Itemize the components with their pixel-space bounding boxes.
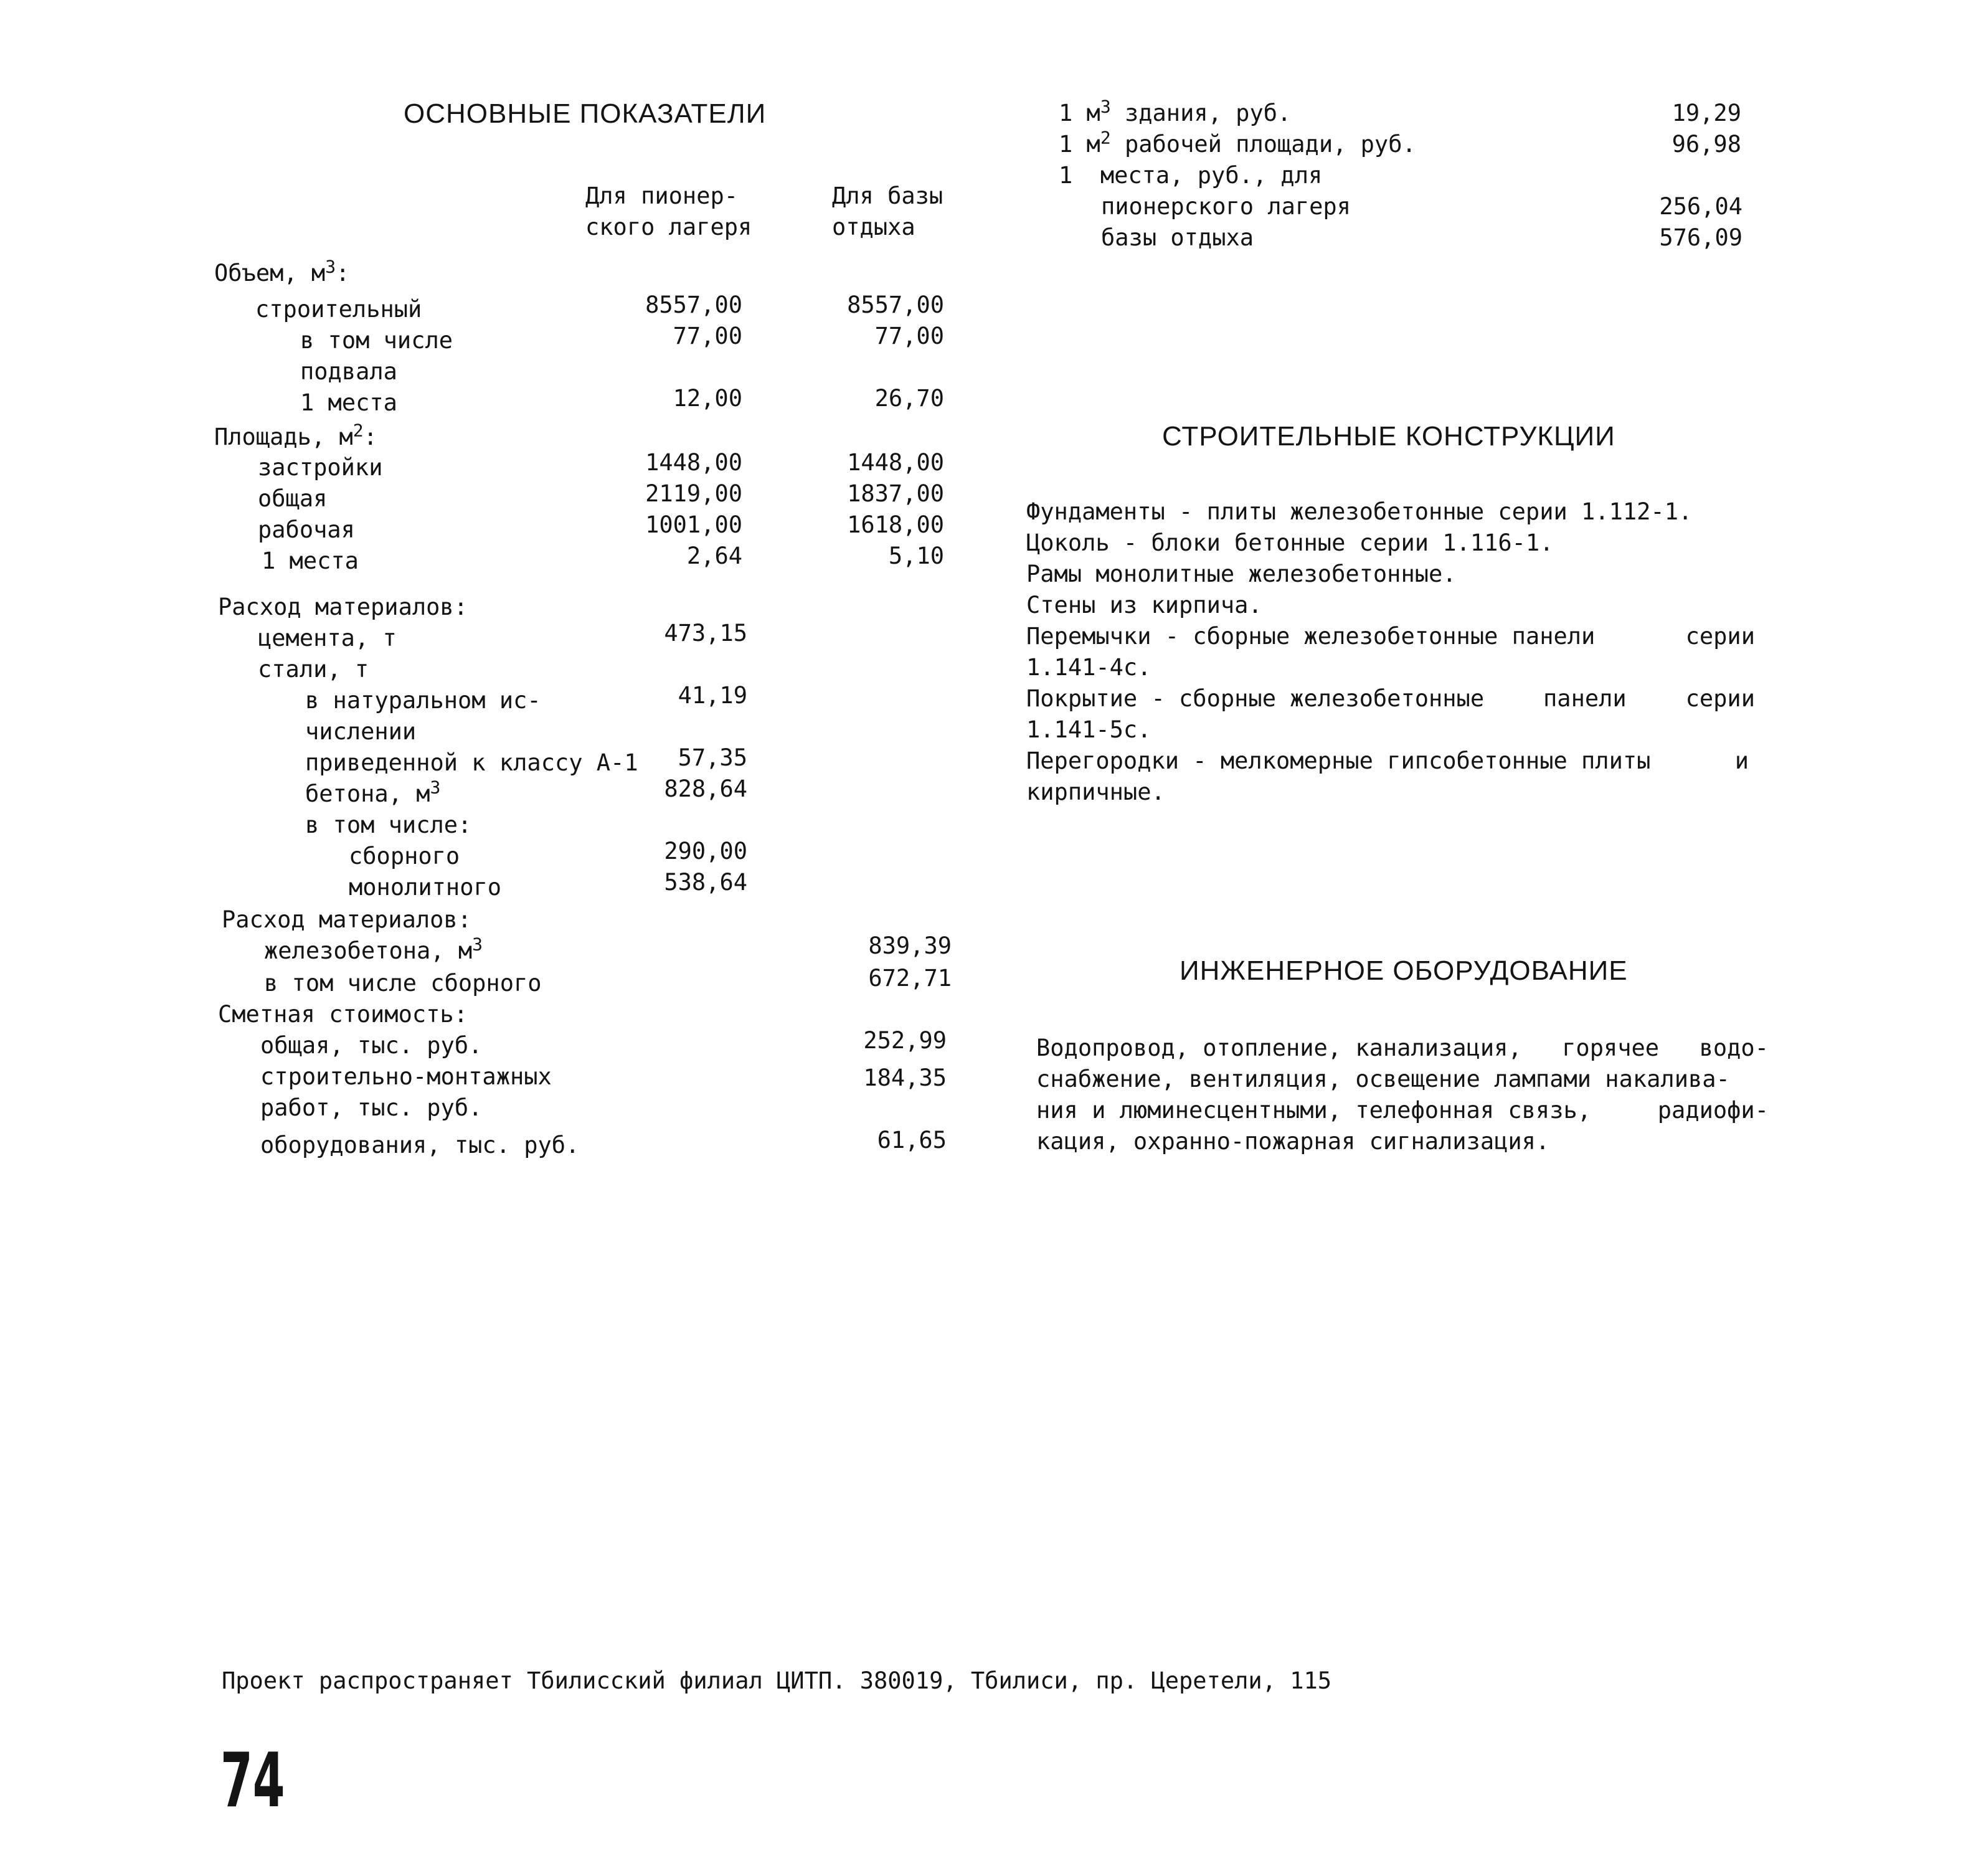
volume-basement-label: подвала [300,358,397,385]
steel-reduced-label: приведенной к классу А-1 [305,749,638,776]
volume-construction-v2: 8557,00 [847,291,944,318]
area-built-v2: 1448,00 [847,449,944,476]
area-working-v1: 1001,00 [645,511,742,538]
volume-incl-label: в том числе [300,327,453,354]
unit-cost-volume-value: 19,29 [1672,100,1741,126]
structures-partitions-cont: кирпичные. [1026,779,1165,805]
unit-cost-pioneer-label: пионерского лагеря [1101,193,1351,220]
structures-lintels-series: 1.141-4с. [1026,654,1151,681]
engineering-line1: Водопровод, отопление, канализация, горячее водо- [1036,1035,1769,1061]
col1-header-line1: Для пионер- [585,182,739,209]
area-per-place-label: 1 места [262,547,359,574]
cost-heading: Сметная стоимость: [218,1001,468,1028]
unit-cost-area-value: 96,98 [1672,131,1741,158]
volume-construction-label: строительный [255,296,422,323]
cost-construction-label: строительно-монтажных [260,1063,552,1090]
unit-cost-rest-value: 576,09 [1659,224,1742,251]
volume-construction-v1: 8557,00 [645,291,742,318]
structures-foundations: Фундаменты - плиты железобетонные серии 1.112-1. [1026,498,1693,525]
concrete-v1: 828,64 [664,775,747,802]
structures-frames: Рамы монолитные железобетонные. [1026,561,1457,587]
concrete-prefab-label: сборного [349,843,460,869]
structures-plinth: Цоколь - блоки бетонные серии 1.116-1. [1026,529,1554,556]
concrete-label: бетона, $м^3$ [305,777,441,807]
rc-prefab-label: в том числе сборного [264,970,542,997]
cost-total-v2: 252,99 [863,1027,947,1054]
rc-label: железобетона, $м^3$ [264,934,483,964]
materials1-heading: Расход материалов: [218,594,468,620]
area-per-place-v2: 5,10 [888,542,944,569]
area-total-v2: 1837,00 [847,480,944,507]
unit-cost-volume-label: 1 $м^3$ здания, руб. [1059,96,1292,126]
steel-reduced-v1: 57,35 [678,744,747,771]
cost-total-label: общая, тыс. руб. [260,1032,483,1059]
main-indicators-title: ОСНОВНЫЕ ПОКАЗАТЕЛИ [404,98,767,129]
structures-lintels: Перемычки - сборные железобетонные панели серии [1026,623,1755,650]
volume-per-place-v1: 12,00 [673,385,742,412]
area-total-label: общая [258,485,328,512]
structures-partitions: Перегородки - мелкомерные гипсобетонные плиты и [1026,747,1749,774]
area-heading: Площадь, $м^2$: [214,420,377,450]
steel-natural-v1: 41,19 [678,682,747,709]
volume-per-place-v2: 26,70 [874,385,944,412]
cost-equipment-v2: 61,65 [877,1127,947,1154]
structures-roof: Покрытие - сборные железобетонные панели серии [1026,685,1755,712]
structures-title: СТРОИТЕЛЬНЫЕ КОНСТРУКЦИИ [1162,421,1615,452]
cement-label: цемента, т [258,625,397,651]
concrete-monolithic-label: монолитного [349,874,502,901]
engineering-line2: снабжение, вентиляция, освещение лампами накалива- [1036,1066,1730,1092]
volume-per-place-label: 1 места [300,389,397,416]
area-built-v1: 1448,00 [645,449,742,476]
structures-walls: Стены из кирпича. [1026,592,1262,618]
area-working-v2: 1618,00 [847,511,944,538]
volume-incl-v1: 77,00 [673,323,742,349]
cement-v1: 473,15 [664,620,747,647]
rc-v2: 839,39 [868,932,952,959]
area-total-v1: 2119,00 [645,480,742,507]
structures-roof-series: 1.141-5с. [1026,716,1151,743]
concrete-prefab-v1: 290,00 [664,838,747,865]
rc-prefab-v2: 672,71 [868,965,952,992]
unit-cost-place-label: 1 места, руб., для [1059,162,1323,189]
unit-cost-rest-label: базы отдыха [1101,224,1254,251]
concrete-monolithic-v1: 538,64 [664,869,747,896]
concrete-incl-label: в том числе: [305,812,472,838]
page-number: 74 [220,1738,285,1824]
cost-equipment-label: оборудования, тыс. руб. [260,1132,580,1158]
steel-natural-label: в натуральном ис- [305,687,541,714]
unit-cost-area-label: 1 $м^2$ рабочей площади, руб. [1059,127,1416,158]
steel-label: стали, т [258,656,369,683]
engineering-title: ИНЖЕНЕРНОЕ ОБОРУДОВАНИЕ [1180,955,1628,986]
area-working-label: рабочая [258,516,355,543]
col2-header-line2: отдыха [832,214,915,240]
unit-cost-pioneer-value: 256,04 [1659,193,1742,220]
volume-heading: Объем, $м^3$: [214,256,350,287]
materials2-heading: Расход материалов: [222,906,471,933]
area-per-place-v1: 2,64 [686,542,742,569]
volume-incl-v2: 77,00 [874,323,944,349]
area-built-label: застройки [258,454,383,481]
engineering-line3: ния и люминесцентными, телефонная связь, радиофи- [1036,1097,1769,1124]
engineering-line4: кация, охранно-пожарная сигнализация. [1036,1128,1550,1155]
distribution-note: Проект распространяет Тбилисский филиал ЦИТП. 380019, Тбилиси, пр. Церетели, 115 [222,1667,1332,1694]
col2-header-line1: Для базы [832,182,943,209]
cost-construction-v2: 184,35 [863,1064,947,1091]
steel-natural-label-cont: числении [305,718,417,745]
cost-construction-label-cont: работ, тыс. руб. [260,1094,483,1121]
col1-header-line2: ского лагеря [585,214,752,240]
